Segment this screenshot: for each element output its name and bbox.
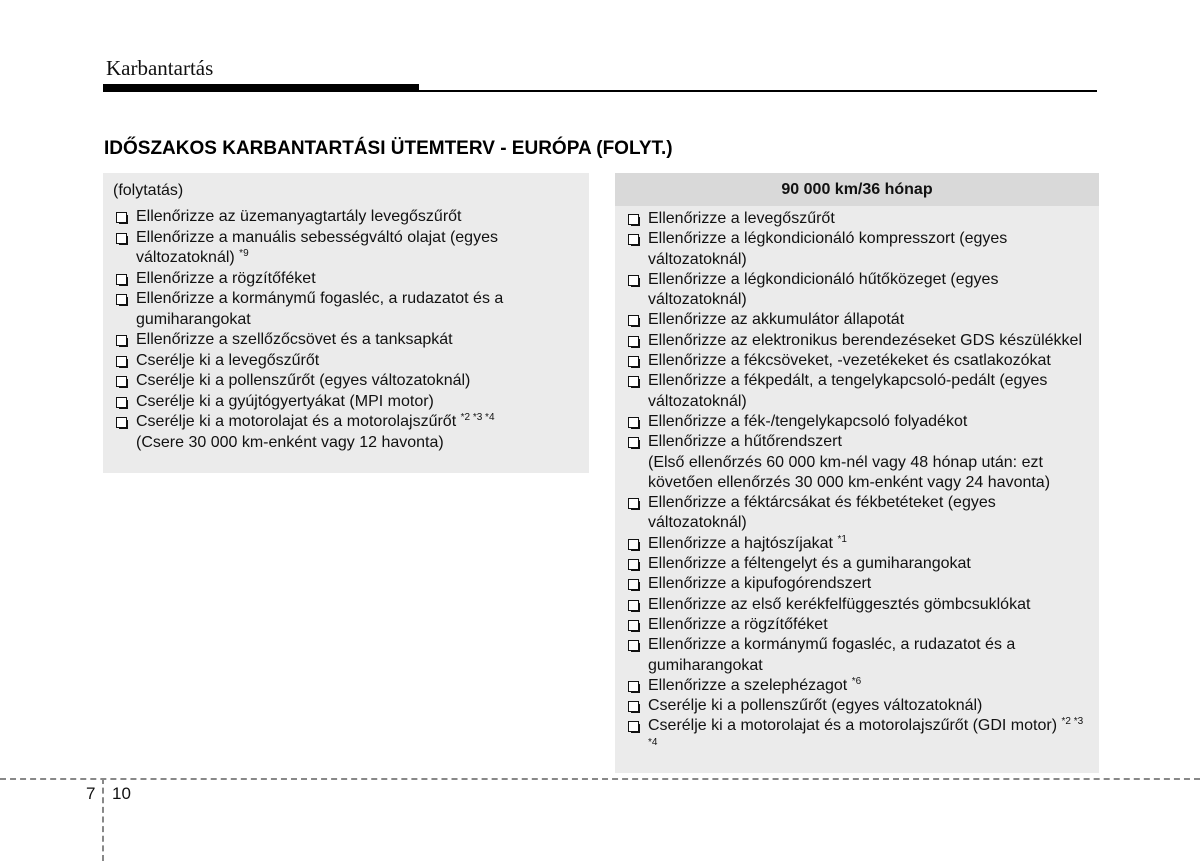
item-text: Ellenőrizze a féktárcsákat és fékbetéteket (egyes változatoknál): [648, 494, 996, 532]
item-text: Ellenőrizze az első kerékfelfüggesztés gömbcsuklókat: [648, 595, 1031, 613]
item-text: Ellenőrizze a szellőzőcsövet és a tanksapkát: [136, 331, 453, 348]
header-rule-thin: [419, 90, 1097, 92]
checklist-item: [627, 595, 1095, 615]
checkbox-icon: [628, 721, 639, 732]
checkbox-icon: [628, 437, 639, 448]
checklist-item: [627, 209, 1095, 229]
page-header-title: Karbantartás: [106, 56, 214, 80]
checklist-item: [627, 493, 1095, 534]
checkbox-icon: [628, 275, 639, 286]
checkbox-icon: [628, 315, 639, 326]
checkbox-icon: [628, 701, 639, 712]
continued-label: (folytatás): [113, 182, 184, 199]
item-text: Ellenőrizze a légkondicionáló hűtőközeget (egyes változatoknál): [648, 270, 999, 309]
footer-dashed-divider: [102, 778, 104, 861]
interval-header: 90 000 km/36 hónap: [615, 173, 1099, 206]
checklist-item: [115, 351, 583, 372]
checklist-item: [115, 207, 583, 228]
checklist-item: [627, 554, 1095, 574]
checkbox-icon: [628, 620, 639, 631]
chapter-number: 7: [86, 784, 96, 803]
item-text: Ellenőrizze a fékpedált, a tengelykapcsoló-pedált (egyes változatoknál): [648, 372, 1048, 410]
checkbox-icon: [116, 417, 127, 428]
item-text: Ellenőrizze a légkondicionáló kompresszort (egyes változatoknál): [648, 230, 1008, 268]
item-text: Ellenőrizze az elektronikus berendezéseket GDS készülékkel: [648, 331, 1082, 349]
item-text: Ellenőrizze a rögzítőféket: [648, 615, 828, 633]
checkbox-icon: [116, 233, 127, 244]
checklist-item: [115, 289, 583, 330]
checkbox-icon: [116, 397, 127, 408]
checklist-item: [115, 392, 583, 413]
footnote-ref: *2 *3 *4: [648, 716, 1084, 748]
item-text: Ellenőrizze a kormánymű fogasléc, a rudazatot és a gumiharangokat: [136, 290, 504, 328]
left-checklist: [115, 207, 583, 453]
footer-dashed-rule: [0, 778, 1200, 780]
checklist-item: [627, 615, 1095, 635]
checkbox-icon: [628, 579, 639, 590]
checklist-item: [627, 716, 1095, 757]
footnote-ref: *9: [239, 248, 249, 259]
checkbox-icon: [628, 681, 639, 692]
checkbox-icon: [628, 356, 639, 367]
checklist-item: [627, 432, 1095, 493]
checklist-item: [115, 371, 583, 392]
item-text: Cserélje ki a levegőszűrőt: [136, 351, 320, 369]
checkbox-icon: [116, 294, 127, 305]
item-text: Ellenőrizze a rögzítőféket: [136, 269, 316, 287]
item-text: Ellenőrizze a kormánymű fogasléc, a rudazatot és a gumiharangokat: [648, 636, 1016, 674]
checkbox-icon: [116, 274, 127, 285]
item-text: Cserélje ki a pollenszűrőt (egyes változatoknál): [136, 372, 471, 389]
footnote-ref: *6: [851, 675, 862, 687]
left-box: [103, 173, 589, 473]
checklist-item: [115, 269, 583, 290]
checkbox-icon: [116, 335, 127, 346]
checkbox-icon: [628, 539, 639, 550]
header-rule-thick: [103, 84, 419, 92]
checklist-item: [627, 270, 1095, 311]
checklist-item: [115, 330, 583, 351]
page-number: 10: [112, 784, 131, 803]
checklist-item: [627, 310, 1095, 330]
item-text: Ellenőrizze az akkumulátor állapotát: [648, 311, 905, 329]
item-text: Ellenőrizze a levegőszűrőt: [648, 210, 835, 227]
checkbox-icon: [628, 417, 639, 428]
checklist-item: [627, 412, 1095, 432]
checklist-item: [115, 228, 583, 269]
item-detail: (Csere 30 000 km-enként vagy 12 havonta): [136, 433, 444, 451]
right-box: [615, 173, 1099, 773]
item-text: Ellenőrizze az üzemanyagtartály levegőszűrőt: [136, 208, 462, 225]
item-text: Cserélje ki a gyújtógyertyákat (MPI motor): [136, 392, 434, 410]
checkbox-icon: [628, 559, 639, 570]
checklist-item: [627, 351, 1095, 371]
checklist-item: [627, 229, 1095, 270]
item-text: Cserélje ki a motorolajat és a motorolajszűrőt (GDI motor): [648, 717, 1058, 735]
item-text: Ellenőrizze a hűtőrendszert: [648, 433, 842, 451]
section-title: IDŐSZAKOS KARBANTARTÁSI ÜTEMTERV - EURÓPA (FOLYT.): [104, 138, 673, 159]
checkbox-icon: [628, 498, 639, 509]
checkbox-icon: [628, 214, 639, 225]
item-text: Cserélje ki a pollenszűrőt (egyes változatoknál): [648, 697, 983, 715]
item-text: Ellenőrizze a kipufogórendszert: [648, 575, 872, 593]
checkbox-icon: [628, 640, 639, 651]
checklist-item: [627, 331, 1095, 351]
checklist-item: [627, 534, 1095, 554]
item-text: Ellenőrizze a fékcsöveket, -vezetékeket és csatlakozókat: [648, 352, 1051, 370]
footnote-ref: *1: [837, 533, 847, 545]
checklist-item: [627, 696, 1095, 716]
right-checklist: [627, 209, 1095, 757]
item-text: Ellenőrizze a hajtószíjakat: [648, 534, 833, 552]
checkbox-icon: [628, 336, 639, 347]
checklist-item: [627, 676, 1095, 696]
checkbox-icon: [116, 356, 127, 367]
item-text: Cserélje ki a motorolajat és a motorolajszűrőt: [136, 413, 457, 430]
item-text: Ellenőrizze a fék-/tengelykapcsoló folyadékot: [648, 412, 968, 430]
checkbox-icon: [116, 212, 127, 223]
item-text: Ellenőrizze a manuális sebességváltó olajat (egyes változatoknál): [136, 228, 498, 266]
checklist-item: [115, 412, 583, 453]
checkbox-icon: [628, 600, 639, 611]
footnote-ref: *2 *3 *4: [460, 412, 495, 423]
item-text: Ellenőrizze a szelephézagot: [648, 676, 848, 694]
checklist-item: [627, 371, 1095, 412]
checklist-item: [627, 635, 1095, 676]
checkbox-icon: [116, 376, 127, 387]
checkbox-icon: [628, 234, 639, 245]
checkbox-icon: [628, 376, 639, 387]
checklist-item: [627, 574, 1095, 594]
item-text: Ellenőrizze a féltengelyt és a gumiharangokat: [648, 555, 971, 573]
item-detail: (Első ellenőrzés 60 000 km-nél vagy 48 hónap után: ezt követően ellenőrzés 30 000 km-enként vagy 24 havonta): [648, 453, 1051, 491]
